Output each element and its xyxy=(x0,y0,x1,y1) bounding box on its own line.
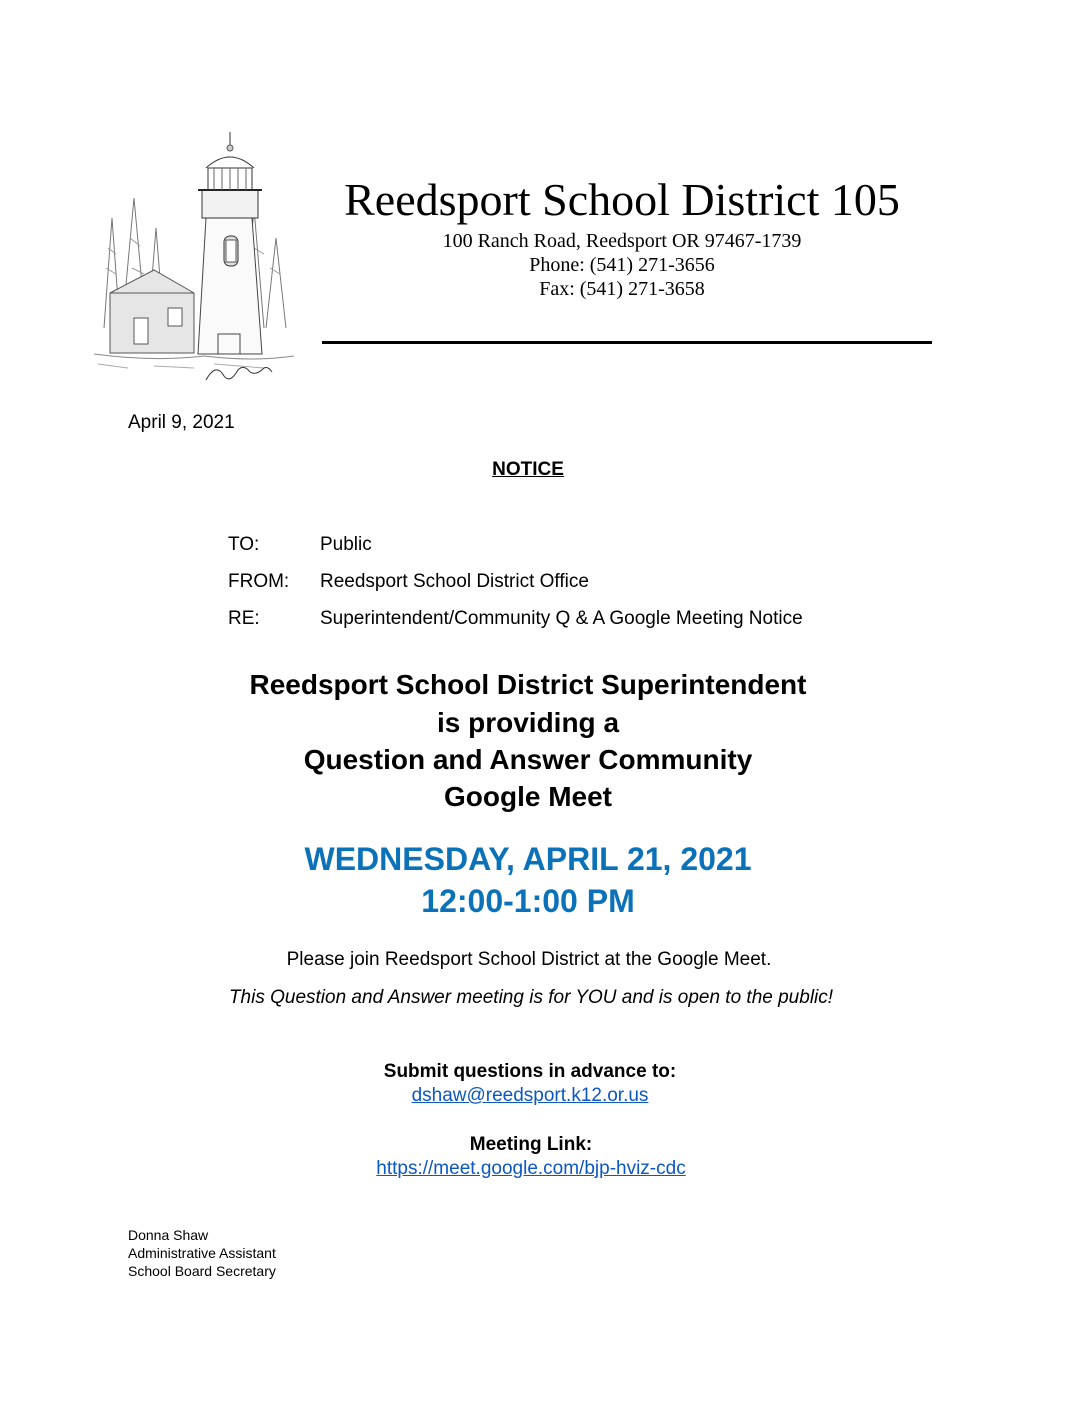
signature-name: Donna Shaw xyxy=(128,1227,209,1243)
notice-date: April 9, 2021 xyxy=(128,412,235,433)
signature-role: School Board Secretary xyxy=(128,1263,276,1279)
memo-re-label: RE: xyxy=(228,608,260,629)
memo-from-label: FROM: xyxy=(228,571,290,592)
district-phone: Phone: (541) 271-3656 xyxy=(529,254,715,276)
event-date: WEDNESDAY, APRIL 21, 2021 xyxy=(304,841,752,877)
open-to-public-text: This Question and Answer meeting is for YOU and is open to the public! xyxy=(228,987,834,1008)
district-name: Reedsport School District 105 xyxy=(344,174,900,225)
headline-line-2: is providing a xyxy=(436,707,620,738)
district-fax: Fax: (541) 271-3658 xyxy=(539,278,705,300)
headline-line-1: Reedsport School District Superintendent xyxy=(249,669,807,700)
meeting-url-link[interactable]: https://meet.google.com/bjp-hviz-cdc xyxy=(376,1158,686,1179)
join-text: Please join Reedsport School District at the Google Meet. xyxy=(286,949,772,970)
notice-title: NOTICE xyxy=(492,459,564,480)
district-address: 100 Ranch Road, Reedsport OR 97467-1739 xyxy=(442,230,802,252)
memo-to-value: Public xyxy=(320,534,372,555)
submit-questions-label: Submit questions in advance to: xyxy=(383,1061,677,1082)
headline-line-3: Question and Answer Community xyxy=(303,744,753,775)
signature-title: Administrative Assistant xyxy=(128,1245,276,1261)
letterhead-rule xyxy=(322,341,932,344)
lighthouse-logo-icon xyxy=(94,128,294,390)
memo-from-value: Reedsport School District Office xyxy=(320,571,589,592)
memo-re-value: Superintendent/Community Q & A Google Meeting Notice xyxy=(320,608,803,629)
headline-line-4: Google Meet xyxy=(443,781,612,812)
memo-to-label: TO: xyxy=(228,534,260,555)
event-time: 12:00-1:00 PM xyxy=(421,883,635,919)
submit-email-link[interactable]: dshaw@reedsport.k12.or.us xyxy=(411,1085,649,1106)
meeting-link-label: Meeting Link: xyxy=(469,1134,593,1155)
